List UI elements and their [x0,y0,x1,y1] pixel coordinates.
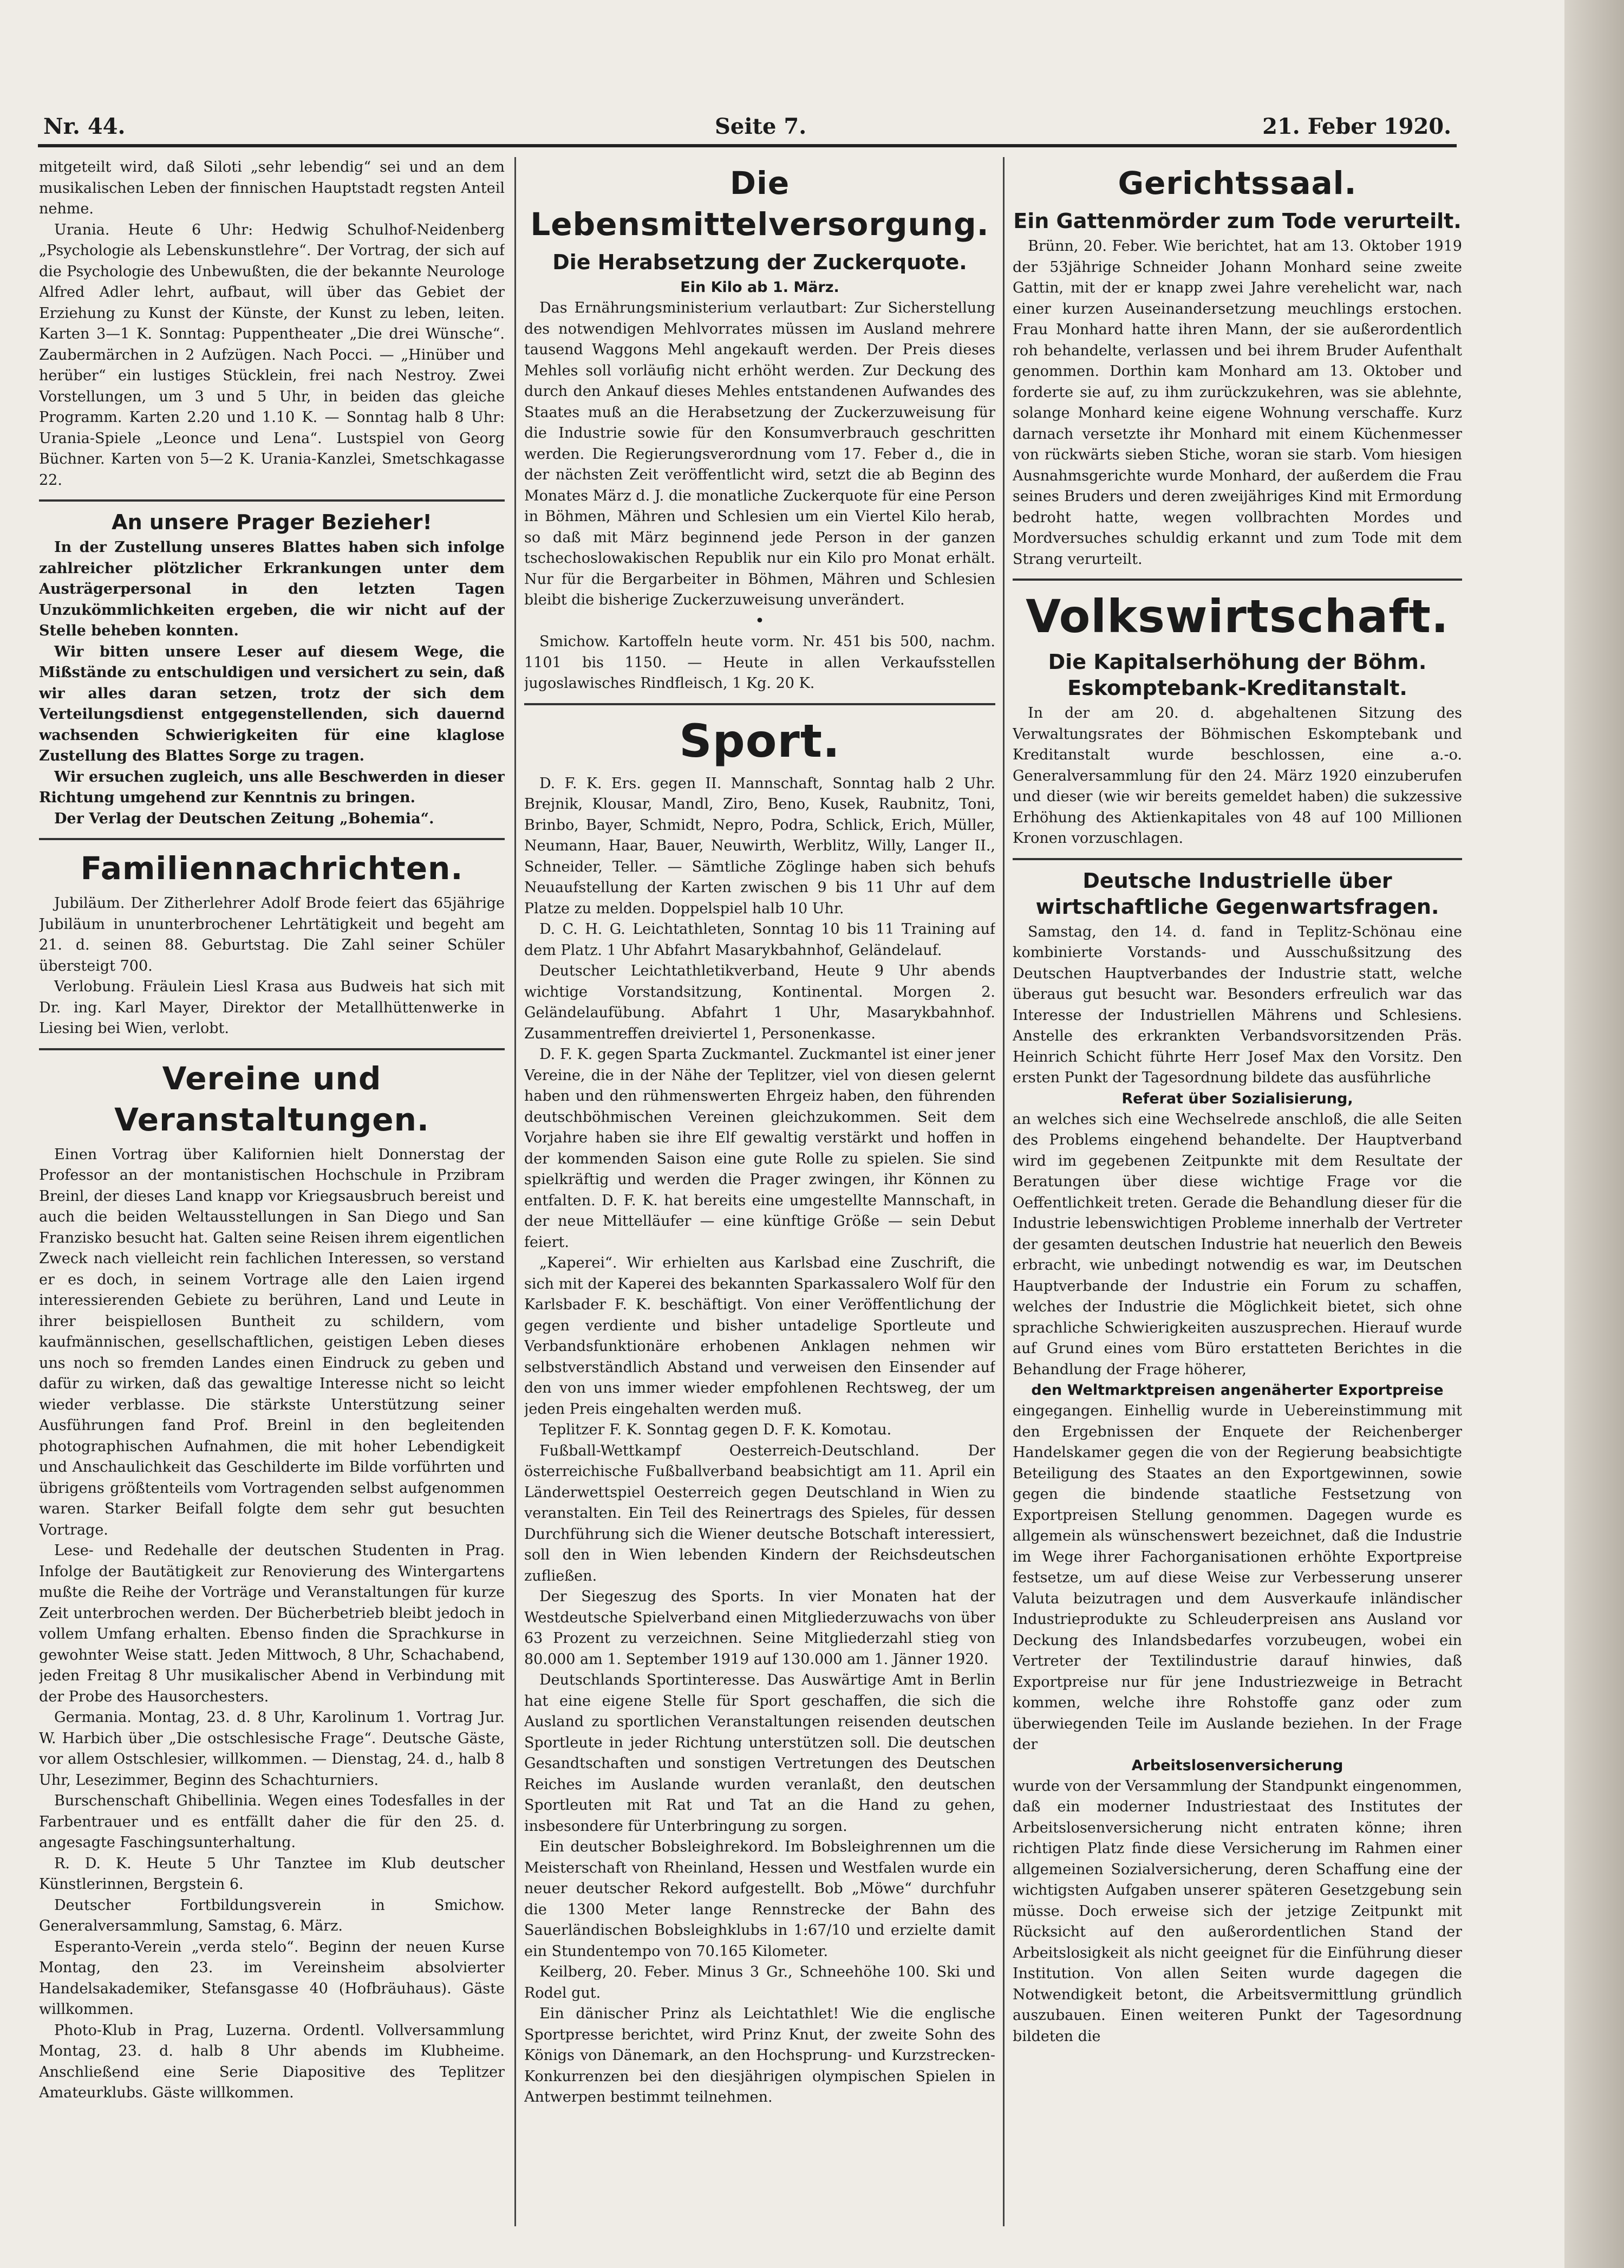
sport-item: Deutscher Leichtathletikverband, Heute 9 Uhr abends wichtige Vorstandsitzung, Kontinental. Morgen 2. Geländelaufübung. Abfahrt 1 Uhr, Masarykbahnhof. Zusammentreffen dreiviertel 1, Personenkasse. [524,963,995,1042]
vereine-item: Lese- und Redehalle der deutschen Studenten in Prag. Infolge der Bautätigkeit zur Renovierung des Wintergartens mußte die Reihe der Vorträge und Veranstaltungen für kurze Zeit unterbrochen werden. Der Bücherbetrieb bleibt jedoch in vollem Umfang erhalten. Ebenso finden die Sprachkurse in gewohnter Weise statt. Jeden Mittwoch, 8 Uhr, Schachabend, jeden Freitag 8 Uhr musikalischer Abend in Verbindung mit der Probe des Hausorchesters. [39,1542,505,1705]
food-paragraph: Smichow. Kartoffeln heute vorm. Nr. 451 bis 500, nachm. 1101 bis 1150. — Heute in allen Verkaufsstellen jugoslawisches Rindfleisch, 1 Kg. 20 K. [524,633,995,692]
section-title-vereine: Vereine und Veranstaltungen. [114,1060,429,1138]
sport-item: Keilberg, 20. Feber. Minus 3 Gr., Schneehöhe 100. Ski und Rodel gut. [524,1964,995,2001]
column-rule [514,157,516,2226]
divider [39,499,505,502]
column-left [39,157,505,2226]
divider [1013,579,1462,581]
economy-paragraph: In der am 20. d. abgehaltenen Sitzung des Verwaltungsrates der Böhmischen Eskomptebank und Kreditanstalt wurde beschlossen, eine a.-o. Generalversammlung für den 24. März 1920 einzuberufen und dieser (wie wir bereits gemeldet haben) die sukzessive Erhöhung des Aktienkapitales von 48 auf 100 Millionen Kronen vorzuschlagen. [1013,705,1462,847]
sport-item: Ein dänischer Prinz als Leichtathlet! Wie die englische Sportpresse berichtet, wird Prinz Knut, der zweite Sohn des Königs von Dänemark, an den Hochsprung- und Kurzstrecken-Konkurrenzen bei den diesjährigen olympischen Spielen in Antwerpen bestimmt teilnehmen. [524,2005,995,2105]
sport-item: Ein deutscher Bobsleighrekord. Im Bobsleighrennen um die Meisterschaft von Rheinland, Hessen und Westfalen wurde ein neuer deutscher Rekord aufgestellt. Bob „Möwe“ durchfuhr die 1300 Meter lange Rennstrecke der Bahn des Sauerländischen Bobsleighklubs in 1:67/10 und erzielte damit ein Stundentempo von 70.165 Kilometer. [524,1838,995,1960]
urania-notice: Urania. Heute 6 Uhr: Hedwig Schulhof-Neidenberg „Psychologie als Lebenskunstlehre“. Der Vortrag, der sich auf die Psychologie des Unbewußten, die der bekannte Neurologe Alfred Adler lehrt, aufbaut, will über das Gebiet der Erziehung zu Kunst der Künste, der Kunst zu leben, leiten. Karten 3—1 K. Sonntag: Puppentheater „Die drei Wünsche“. Zaubermärchen in 2 Aufzügen. Nach Pocci. — „Hinüber und herüber“ ein lustiges Stücklein, frei nach Nestroy. Zwei Vorstellungen, um 3 und 5 Uhr, in beiden das gleiche Programm. Karten 2.20 und 1.10 K. — Sonntag halb 8 Uhr: Urania-Spiele „Leonce und Lena“. Lustspiel von Georg Büchner. Karten von 5—2 K. Urania-Kanzlei, Smetschkagasse 22. [39,221,505,489]
section-title-sport: Sport. [679,714,840,768]
economy-paragraph: Samstag, den 14. d. fand in Teplitz-Schönau eine kombinierte Vorstands- und Ausschußsitzung des Deutschen Hauptverbandes der Industrie statt, welche überaus gut besucht war. Besonders erfreulich war das Interesse der Industriellen Mährens und Schlesiens. Anstelle des erkrankten Verbandsvorsitzenden Präs. Heinrich Schicht führte Herr Josef Max den Vorsitz. Den ersten Punkt der Tagesordnung bildete das ausführliche [1013,923,1462,1086]
court-paragraph: Brünn, 20. Feber. Wie berichtet, hat am 13. Oktober 1919 der 53jährige Schneider Johann Monhard seine zweite Gattin, mit der er knapp zwei Jahre verehelicht war, nach einer kurzen Auseinandersetzung meuchlings erstochen. Frau Monhard hatte ihren Mann, der sie außerordentlich roh behandelte, verlassen und bei ihrem Bruder Aufenthalt genommen. Dorthin kam Monhard am 13. Oktober und forderte sie auf, zu ihm zurückzukehren, was sie ablehnte, solange Monhard keine eigene Wohnung verschaffe. Kurz darnach versetzte ihr Monhard mit einem Küchenmesser von rückwärts sieben Stiche, woran sie starb. Vom hiesigen Ausnahmsgerichte wurde Monhard, der außerdem die Frau seines Bruders und deren zweijähriges Kind mit Ermordung bedroht hatte, wegen vollbrachten Mordes und Mordversuches schuldig erkannt und zum Tode mit dem Strang verurteilt. [1013,238,1462,568]
article-subtitle: Deutsche Industrielle über wirtschaftliche Gegenwartsfragen. [1035,868,1439,919]
economy-paragraph: eingegangen. Einhellig wurde in Uebereinstimmung mit den Ergebnissen der Enquete der Reichenberger Handelskamer gegen die von der Regierung beabsichtigte Beteiligung des Staates an den Exportgewinnen, sowie gegen die bindende staatliche Festsetzung von Exportpreisen Stellung genommen. Dagegen wurde es allgemein als wünschenswert bezeichnet, daß die Industrie im Wege ihrer Fachorganisationen erhöhte Exportpreise festsetze, um auf diese Weise zur Verbesserung unserer Valuta beizutragen und dem Ausverkaufe inländischer Industrieprodukte zu Schleuderpreisen ans Ausland vor Deckung des Inlandsbedarfes vorzubeugen, wobei ein Vertreter der Textilindustrie darauf hinwies, daß Exportpreise nur für jene Industriezweige in Betracht kommen, welche ihre Rohstoffe ganz oder zum überwiegenden Teile im Auslande beziehen. In der Frage der [1013,1402,1462,1753]
family-item: Jubiläum. Der Zitherlehrer Adolf Brode feiert das 65jährige Jubiläum in ununterbrochener Lehrtätigkeit und begeht am 21. d. seinen 88. Geburtstag. Die Zahl seiner Schüler übersteigt 700. [39,895,505,974]
vereine-item: Germania. Montag, 23. d. 8 Uhr, Karolinum 1. Vortrag Jur. W. Harbich über „Die ostschlesische Frage“. Deutsche Gäste, vor allem Ostschlesier, willkommen. — Dienstag, 24. d., halb 8 Uhr, Lesezimmer, Beginn des Schachturniers. [39,1709,505,1789]
economy-paragraph: wurde von der Versammlung der Standpunkt eingenommen, daß ein moderner Industriestaat des Institutes der Arbeitslosenversicherung nicht entraten könne; ihren richtigen Platz finde diese Versicherung im Rahmen einer allgemeinen Sozialversicherung, deren Schaffung eine der wichtigsten Aufgaben unserer späteren Gesetzgebung sein müsse. Doch erweise sich der jetzige Zeitpunkt mit Rücksicht auf den außerordentlichen Stand der Arbeitslosigkeit als nicht geeignet für die Einführung dieser Institution. Von allen Seiten wurde dagegen die Notwendigkeit betont, die Arbeitsvermittlung gründlich auszubauen. Einen weiteren Punkt der Tagesordnung bildeten die [1013,1777,1462,2045]
notice-paragraph: Wir ersuchen zugleich, uns alle Beschwerden in dieser Richtung umgehend zur Kenntnis zu bringen. [39,768,505,806]
notice-signature: Der Verlag der Deutschen Zeitung „Bohemia“. [54,810,434,827]
sport-item: Teplitzer F. K. Sonntag gegen D. F. K. Komotau. [539,1421,892,1438]
sport-item: Fußball-Wettkampf Oesterreich-Deutschland. Der österreichische Fußballverband beabsichtigt am 11. April ein Länderwettspiel Oesterreich gegen Deutschland in Wien zu veranstalten. Ein Teil des Reinertrags des Spieles, für dessen Durchführung sich die Wiener deutsche Botschaft interessiert, soll den in Wien lebenden Kindern der Reichsdeutschen zufließen. [524,1442,995,1584]
vereine-item: Esperanto-Verein „verda stelo“. Beginn der neuen Kurse Montag, den 23. im Vereinsheim absolvierter Handelsakademiker, Stefansgasse 40 (Hofbräuhaus). Gäste willkommen. [39,1938,505,2018]
divider [39,1048,505,1050]
family-item: Verlobung. Fräulein Liesl Krasa aus Budweis hat sich mit Dr. ing. Karl Mayer, Direktor der Metallhüttenwerke in Liesing bei Wien, verlobt. [39,978,505,1037]
divider [1013,858,1462,860]
vereine-item: Burschenschaft Ghibellinia. Wegen eines Todesfalles in der Farbentrauer und es entfällt daher die für den 25. d. angesagte Faschingsunterhaltung. [39,1792,505,1851]
publisher-notice [39,537,505,829]
notice-paragraph: In der Zustellung unseres Blattes haben sich infolge zahlreicher plötzlicher Erkrankungen unter dem Austrägerpersonal in den letzten Tagen Unzukömmlichkeiten ergeben, die wir nicht auf der Stelle beheben konnten. [39,539,505,639]
issue-number: Nr. 44. [43,114,126,139]
economy-paragraph: an welches sich eine Wechselrede anschloß, die alle Seiten des Problems eingehend behandelte. Der Hauptverband wird im gegebenen Zeitpunkte mit dem Resultate der Beratungen über diese wichtige Frage vor die Oeffentlichkeit treten. Gerade die Behandlung dieser für die Industrie lebenswichtigen Probleme innerhalb der Vertreter der gesamten deutschen Industrie hat neuerlich den Beweis erbracht, wie unbedingt notwendig es war, im Deutschen Hauptverbande der Industrie ein Forum zu schaffen, welches der Industrie die Möglichkeit bietet, sich ohne sprachliche Schwierigkeiten auszusprechen. Hierauf wurde auf Grund eines vom Büro erstatteten Berichtes in die Behandlung der Frage höherer, [1013,1110,1462,1378]
sport-item: D. F. K. gegen Sparta Zuckmantel. Zuckmantel ist einer jener Vereine, die in der Nähe der Teplitzer, viel von diesen gelernt haben und den rühmenswerten Ehrgeiz haben, den führenden deutschböhmischen Vereinen gleichzukommen. Seit dem Vorjahre haben sie ihre Elf gewaltig verstärkt und hoffen in der kommenden Saison eine gute Rolle zu spielen. Sie sind spielkräftig und werden die Prager zwingen, ihr Können zu entfalten. D. F. K. hat bereits eine umgestellte Mannschaft, in der neue Mittelläufer — eine künftige Größe — sein Debut feiert. [524,1046,995,1251]
sport-item: „Kaperei“. Wir erhielten aus Karlsbad eine Zuschrift, die sich mit der Kaperei des bekannten Sparkassalero Wolf für den Karlsbader F. K. beschäftigt. Von einer Veröffentlichung der gegen verdiente und bisher untadelige Sportleute und Verbandsfunktionäre erhobenen Anklagen nehmen wir selbstverständlich Abstand und verweisen den Einsender auf den von uns immer wieder empfohlenen Rechtsweg, der um jeden Preis eingehalten werden muß. [524,1255,995,1418]
inline-heading: Arbeitslosenversicherung [1131,1757,1343,1774]
page-header [38,106,1457,147]
food-paragraph: Das Ernährungsministerium verlautbart: Zur Sicherstellung des notwendigen Mehlvorrates müssen im Ausland mehrere tausend Waggons Mehl angekauft werden. Der Preis dieses Mehles soll vorläufig nicht erhöht werden. Zur Deckung des durch den Ankauf dieses Mehles entstandenen Aufwandes des Staates muß an die Herabsetzung der Zuckerzuweisung für die Industrie sowie für den Konsumverbrauch geschritten werden. Die Regierungsverordnung vom 17. Feber d., die in der nächsten Zeit veröffentlicht wird, setzt die ab Beginn des Monates März d. J. die monatliche Zuckerquote für eine Person in Böhmen, Mähren und Schlesien um ein Viertel Kilo herab, so daß mit März beginnend jede Person in der ganzen tschechoslowakischen Republik nur ein Kilo pro Monat erhält. Nur für die Bergarbeiter in Böhmen, Mähren und Schlesien bleibt die bisherige Zuckerzuweisung unverändert. [524,300,995,608]
page-number: Seite 7. [715,114,807,139]
section-title-court: Gerichtssaal. [1118,165,1357,202]
sport-item: D. C. H. G. Leichtathleten, Sonntag 10 bis 11 Training auf dem Platz. 1 Uhr Abfahrt Masarykbahnhof, Geländelauf. [524,921,995,959]
article-continuation: mitgeteilt wird, daß Siloti „sehr lebendig“ sei und an dem musikalischen Leben der finnischen Hauptstadt regsten Anteil nehme. [39,159,505,217]
column-right [1013,157,1462,2226]
section-title-food: Die Lebensmittelversorgung. [530,165,989,243]
column-rule [1003,157,1005,2226]
section-title-economy: Volkswirtschaft. [1026,590,1449,643]
vereine-item: Einen Vortrag über Kalifornien hielt Donnerstag der Professor an der montanistischen Hochschule in Przibram Breinl, der dieses Land knapp vor Kriegsausbruch bereist und auch die beiden Weltausstellungen in San Diego und San Franzisko besucht hat. Galten seine Reisen ihrem eigentlichen Zweck nach vielleicht rein fachlichen Interessen, so verstand er es doch, in seinem Vortrage alle den Laien irgend interessierenden Gebiete zu berühren, Land und Leute in ihrer beispiellosen Buntheit zu schildern, vom kaufmännischen, gesellschaftlichen, geistigen Leben dieses uns noch so fremden Landes einen Eindruck zu geben und dafür zu wirken, daß das gewaltige Interesse nicht so leicht wieder verblasse. Die stärkste Unterstützung seiner Ausführungen fand Prof. Breinl in den begleitenden photographischen Aufnahmen, die mit hoher Lebendigkeit und Anschaulichkeit das Geschilderte im Bilde vorführten und übrigens größtenteils vom Vortragenden selbst aufgenommen waren. Starker Beifall folgte dem sehr gut besuchten Vortrage. [39,1146,505,1538]
vereine-item: Deutscher Fortbildungsverein in Smichow. Generalversammlung, Samstag, 6. März. [39,1896,505,1934]
divider [524,703,995,705]
column-middle [524,157,995,2226]
notice-paragraph: Wir bitten unsere Leser auf diesem Wege, die Mißstände zu entschuldigen und versichert zu sein, daß wir alles daran setzen, trotz der sich dem Verteilungsdienst entgegenstellenden, sich dauernd wachsenden Schwierigkeiten für eine klaglose Zustellung des Blattes Sorge zu tragen. [39,643,505,764]
section-title-family: Familiennachrichten. [80,850,464,887]
sport-item: Der Siegeszug des Sports. In vier Monaten hat der Westdeutsche Spielverband einen Mitgliederzuwachs von über 63 Prozent zu verzeichnen. Seine Mitgliederzahl stieg von 80.000 am 1. September 1919 auf 130.000 am 1. Jänner 1920. [524,1588,995,1668]
inline-heading: den Weltmarktpreisen angenäherter Exportpreise [1031,1382,1444,1399]
divider [39,838,505,840]
sport-item: D. F. K. Ers. gegen II. Mannschaft, Sonntag halb 2 Uhr. Brejnik, Klousar, Mandl, Ziro, Beno, Kusek, Raubnitz, Toni, Brinbo, Bayer, Schmidt, Nepro, Podra, Schlick, Erich, Müller, Neumann, Haar, Bauer, Neuwirth, Werblitz, Willy, Langer II., Schneider, Teller. — Sämtliche Zöglinge haben sich behufs Neuaufstellung der Karten zwischen 9 bis 11 Uhr auf dem Platze zu melden. Doppelspiel halb 10 Uhr. [524,775,995,917]
issue-date: 21. Feber 1920. [1262,114,1451,139]
article-subheading: Ein Kilo ab 1. März. [680,279,839,296]
vereine-item: Photo-Klub in Prag, Luzerna. Ordentl. Vollversammlung Montag, 23. d. halb 8 Uhr abends im Klubheime. Anschließend eine Serie Diapositive des Teplitzer Amateurklubs. Gäste willkommen. [39,2022,505,2101]
inline-heading: Referat über Sozialisierung, [1121,1090,1353,1107]
sport-item: Deutschlands Sportinteresse. Das Auswärtige Amt in Berlin hat eine eigene Stelle für Sport geschaffen, die sich die Ausland zu sportlichen Veranstaltungen reisenden deutschen Sportleute in jeder Richtung unterstützen soll. Die deutschen Gesandtschaften und sonstigen Vertretungen des Deutschen Reiches im Auslande wurden veranlaßt, den deutschen Sportleuten mit Rat und Tat an die Hand zu gehen, insbesondere für Unterbringung zu sorgen. [524,1672,995,1835]
page-edge-shadow [1564,0,1624,2268]
article-subtitle: Die Herabsetzung der Zuckerquote. [552,250,967,274]
notice-title: An unsere Prager Bezieher! [112,510,432,534]
article-subtitle: Die Kapitalserhöhung der Böhm. Eskomptebank-Kreditanstalt. [1048,650,1427,700]
vereine-item: R. D. K. Heute 5 Uhr Tanztee im Klub deutscher Künstlerinnen, Bergstein 6. [39,1855,505,1893]
article-subtitle: Ein Gattenmörder zum Tode verurteilt. [1013,209,1462,233]
bullet-separator: • [755,611,765,631]
